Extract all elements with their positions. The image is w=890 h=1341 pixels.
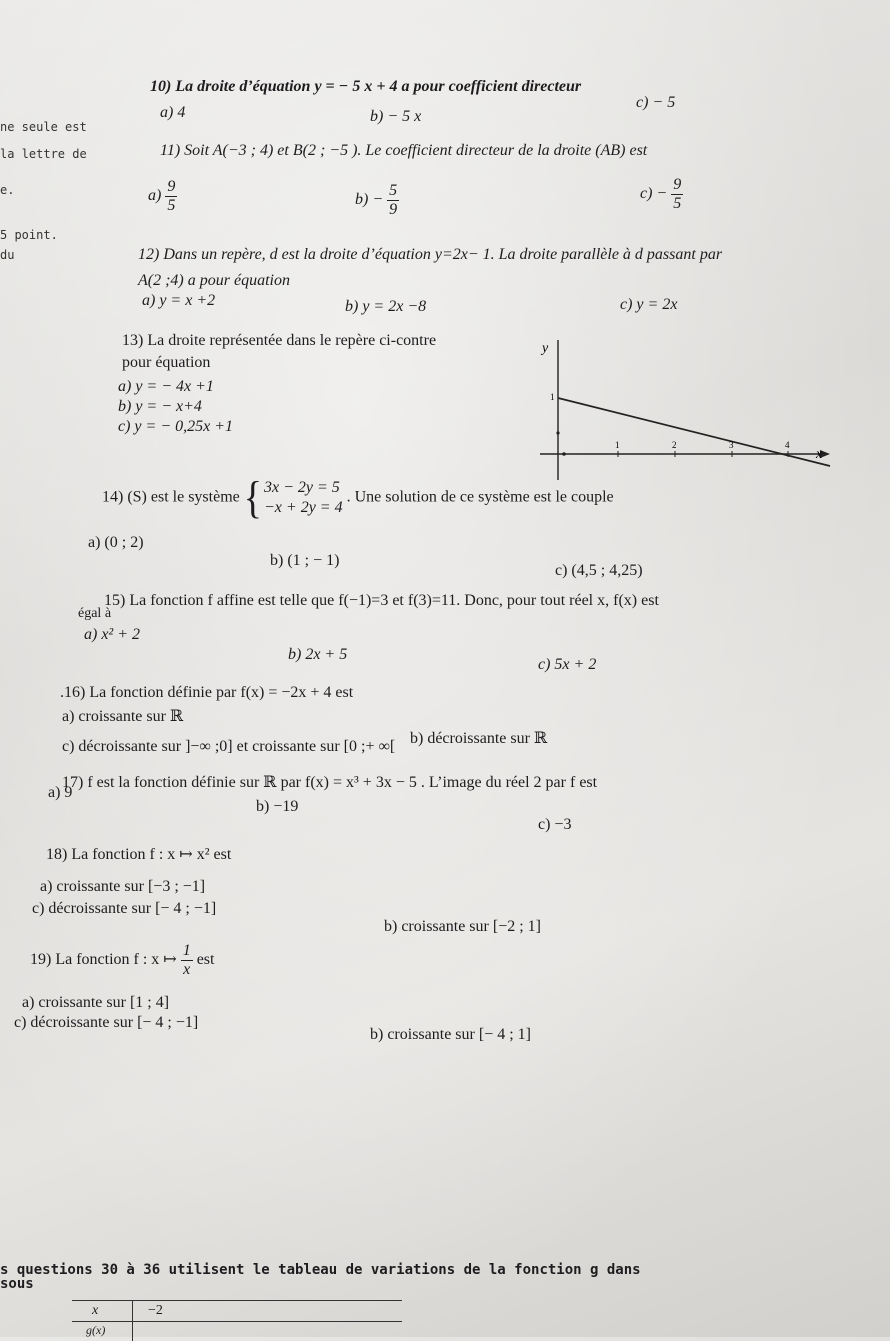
question-10-option-a: a) 4 — [160, 104, 186, 121]
variation-table-x-value: −2 — [148, 1303, 163, 1318]
question-16-stem: .16) La fonction définie par f(x) = −2x + 4 est — [60, 684, 354, 701]
question-14-option-c: c) (4,5 ; 4,25) — [555, 562, 643, 579]
question-11-option-a: a) $\frac{9}{5}$ — [148, 178, 176, 214]
question-18-stem: 18) La fonction f : x ↦ x² est — [46, 846, 232, 863]
question-17-stem: 17) f est la fonction définie sur ℝ par f(x) = x³ + 3x − 5 . L’image du réel 2 par f est — [62, 774, 598, 791]
variation-table-divider — [132, 1301, 133, 1341]
question-16-option-a: a) croissante sur ℝ — [62, 708, 184, 725]
question-19-option-a: a) croissante sur [1 ; 4] — [22, 994, 170, 1011]
question-16-option-b: b) décroissante sur ℝ — [410, 730, 548, 747]
footer-instruction: s questions 30 à 36 utilisent le tableau de variations de la fonction g dans — [0, 1262, 641, 1278]
question-17-option-a: a) 9 — [48, 784, 73, 801]
y-tick-label: 1 — [550, 392, 555, 402]
margin-text-1: ne seule est — [0, 120, 87, 134]
question-18-option-b: b) croissante sur [−2 ; 1] — [384, 918, 541, 935]
question-11-stem: 11) Soit A(−3 ; 4) et B(2 ; −5 ). Le coefficient directeur de la droite (AB) est — [160, 142, 648, 159]
footer-sous: sous — [0, 1276, 34, 1292]
question-12-option-a: a) y = x +2 — [142, 292, 216, 309]
system-equations: 3x − 2y = 5 −x + 2y = 4 — [264, 479, 343, 516]
question-11-option-b: b) − $\frac{5}{9}$ — [355, 182, 398, 218]
y-axis-label: y — [542, 341, 549, 356]
question-13-option-a: a) y = − 4x +1 — [118, 378, 214, 395]
x-tick-label-3: 3 — [729, 440, 734, 450]
question-17-option-b: b) −19 — [256, 798, 299, 815]
question-10-option-b: b) − 5 x — [370, 108, 422, 125]
question-17-option-c: c) −3 — [538, 816, 572, 833]
variation-table-row-x — [72, 1301, 402, 1322]
question-15-option-c: c) 5x + 2 — [538, 656, 597, 673]
question-13-option-b: b) y = − x+4 — [118, 398, 202, 415]
question-15-stem: 15) La fonction f affine est telle que f(−1)=3 et f(3)=11. Donc, pour tout réel x, f(x) est — [104, 592, 659, 609]
question-10-option-c: c) − 5 — [636, 94, 676, 111]
x-tick-label-4: 4 — [785, 440, 790, 450]
question-19-stem: 19) La fonction f : x ↦ $\frac{1}{x}$ est — [30, 942, 215, 978]
variation-table-x-header: x — [92, 1303, 99, 1318]
question-12-stem: 12) Dans un repère, d est la droite d’équation y=2x− 1. La droite parallèle à d passant par — [138, 246, 723, 263]
graph-line — [558, 398, 830, 466]
margin-text-5: du — [0, 248, 15, 262]
margin-text-4: 5 point. — [0, 228, 58, 242]
x-axis-label: x — [816, 447, 823, 462]
question-12-option-c: c) y = 2x — [620, 296, 678, 313]
question-19-option-c: c) décroissante sur [− 4 ; −1] — [14, 1014, 199, 1031]
question-10-stem: 10) La droite d’équation y = − 5 x + 4 a pour coefficient directeur — [150, 78, 582, 95]
question-13-stem: 13) La droite représentée dans le repère ci-contre — [122, 332, 437, 349]
system-brace: { — [243, 472, 262, 524]
question-14-option-b: b) (1 ; − 1) — [270, 552, 340, 569]
question-18-option-c: c) décroissante sur [− 4 ; −1] — [32, 900, 217, 917]
y-tick-dot — [556, 431, 559, 434]
question-15-option-b: b) 2x + 5 — [288, 646, 348, 663]
origin-dot — [562, 452, 566, 456]
question-19-option-b: b) croissante sur [− 4 ; 1] — [370, 1026, 531, 1043]
margin-text-2: la lettre de — [0, 147, 87, 161]
question-14-option-a: a) (0 ; 2) — [88, 534, 144, 551]
question-13-stem-2: pour équation — [122, 354, 211, 371]
margin-text-3: e. — [0, 183, 15, 197]
question-12-stem-2: A(2 ;4) a pour équation — [138, 272, 290, 289]
question-15-option-a: a) x² + 2 — [84, 626, 141, 643]
variation-table-g-header: g(x) — [86, 1323, 106, 1337]
x-tick-label-2: 2 — [672, 440, 677, 450]
question-11-option-c: c) − $\frac{9}{5}$ — [640, 176, 682, 212]
variation-table — [72, 1300, 402, 1341]
question-18-option-a: a) croissante sur [−3 ; −1] — [40, 878, 206, 895]
question-15-stem-2: égal à — [78, 606, 112, 621]
question-13-graph — [520, 330, 850, 490]
question-16-option-c: c) décroissante sur ]−∞ ;0] et croissante sur [0 ;+ ∞[ — [62, 738, 396, 755]
question-13-option-c: c) y = − 0,25x +1 — [118, 418, 234, 435]
question-12-option-b: b) y = 2x −8 — [345, 298, 427, 315]
question-14-stem: 14) (S) est le système { 3x − 2y = 5 −x + 2y = 4 . Une solution de ce système est le couple — [102, 472, 614, 524]
x-tick-label-1: 1 — [615, 440, 620, 450]
